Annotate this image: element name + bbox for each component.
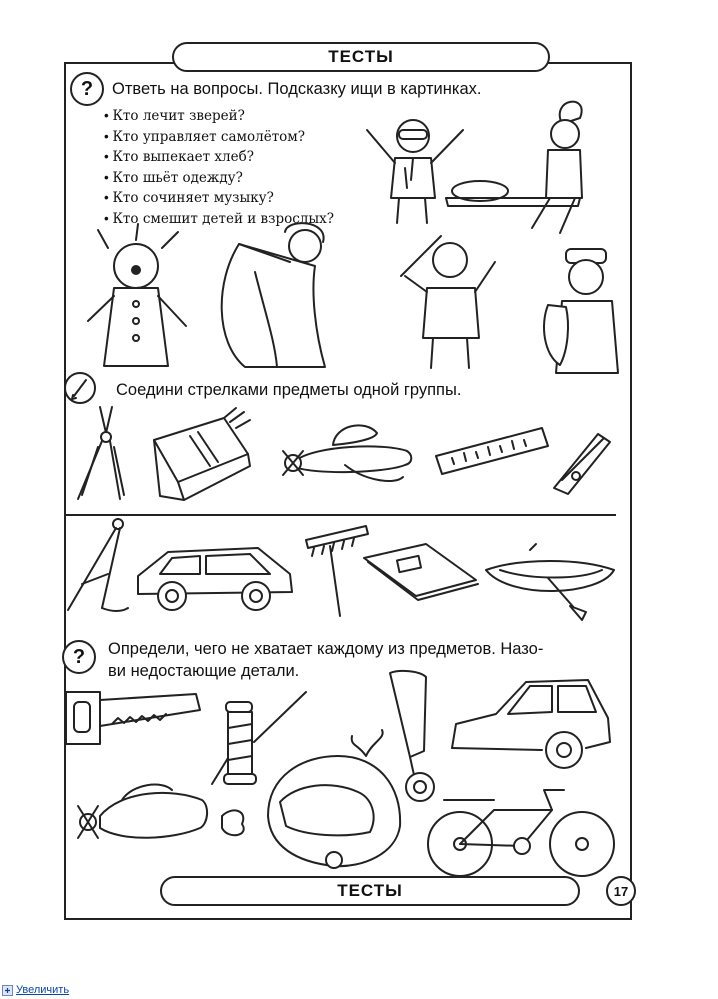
ruler-picture [430,420,550,480]
list-item: • Кто выпекает хлеб? [104,147,334,168]
section3-instruction-line2: ви недостающие детали. [108,662,300,680]
car-without-wheel-picture [446,672,618,778]
zoom-icon [2,985,13,996]
section3-instruction-line1: Определи, чего не хватает каждому из предметов. Назо- [108,640,544,658]
pencil-box-picture [140,410,260,502]
page-number: 17 [606,876,636,906]
clothespin-picture [548,428,618,498]
list-item: • Кто шьёт одежду? [104,168,334,189]
question-list [104,106,334,229]
header-title: ТЕСТЫ [328,47,394,66]
section2-instruction: Соедини стрелками предметы одной группы. [116,381,462,399]
baker-picture [440,88,600,238]
plane-without-wing-picture [62,776,252,862]
header-banner [172,42,550,72]
question-icon: ? [70,72,104,106]
seamstress-picture [215,222,345,372]
conductor-picture [385,226,525,376]
pliers-picture [72,403,132,503]
veterinarian-picture [540,245,630,385]
section-divider [64,514,616,516]
list-item: • Кто сочиняет музыку? [104,188,334,209]
airplane-picture [275,415,420,495]
zoom-link-label: Увеличить [16,984,70,996]
helmet-picture [262,732,412,872]
list-item: • Кто управляет самолётом? [104,127,334,148]
car-picture [132,538,300,612]
compass-picture [62,514,128,614]
section1-instruction: Ответь на вопросы. Подсказку ищи в картинках. [112,80,482,98]
list-item: • Кто смешит детей и взрослых? [104,209,334,230]
boat-picture [480,540,620,630]
zoom-link[interactable] [2,984,69,996]
question-icon: ? [62,640,96,674]
pencil-icon [64,372,96,404]
list-item: • Кто лечит зверей? [104,106,334,127]
footer-banner [160,876,580,906]
clown-picture [78,226,198,376]
notebook-picture [360,540,480,600]
footer-title: ТЕСТЫ [337,881,403,900]
saw-picture [62,686,202,754]
bicycle-picture [424,780,618,880]
